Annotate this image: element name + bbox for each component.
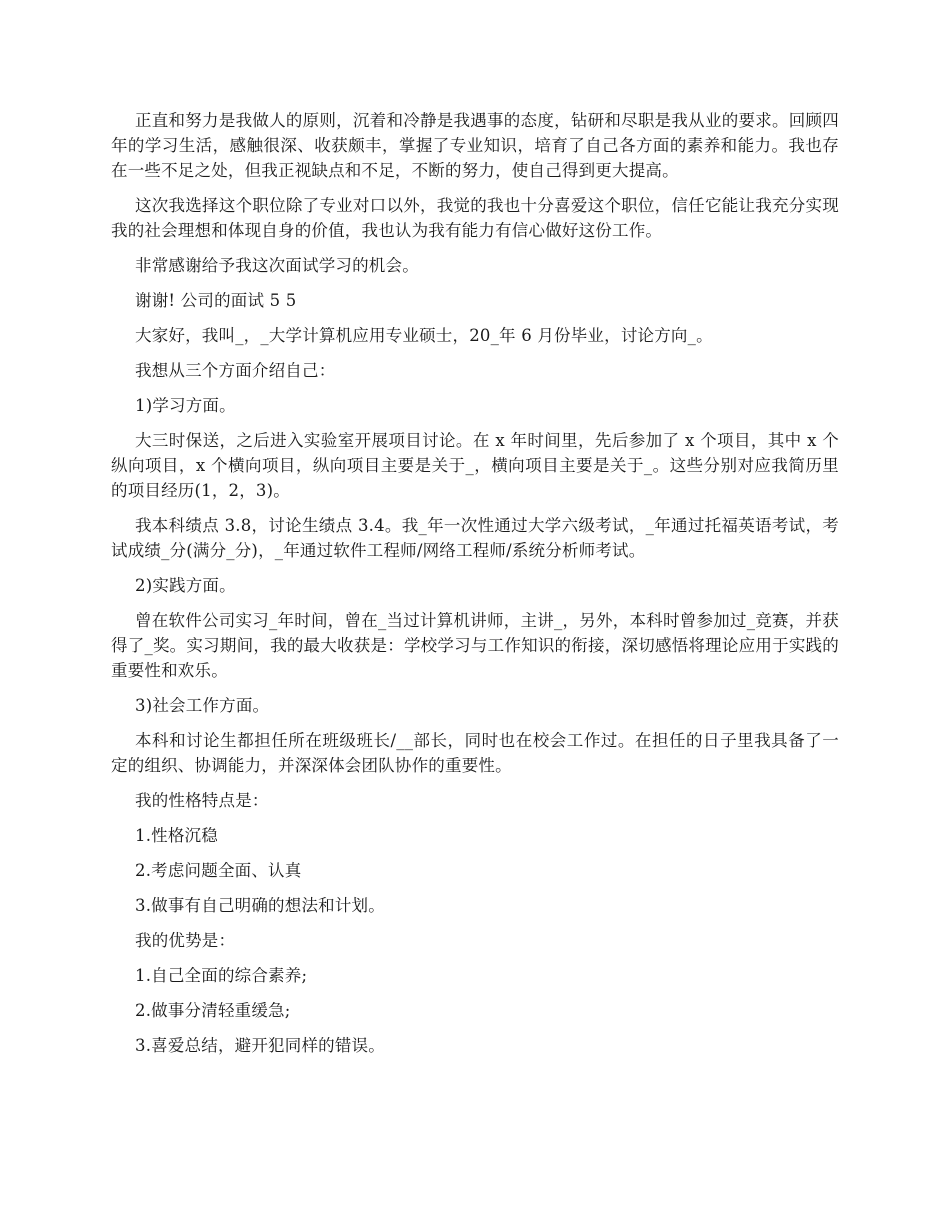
list-item-strength-2: 2.做事分清轻重缓急; bbox=[135, 1001, 291, 1020]
paragraph-practice-internship: 曾在软件公司实习_年时间，曾在_当过计算机讲师，主讲_，另外，本科时曾参加过_竞赛，并获得了_奖。实习期间，我的最大收获是：学校学习与工作知识的衔接，深切感悟将理论应用于实践的重要性和欢乐。 bbox=[111, 611, 839, 680]
paragraph-social-work: 本科和讨论生都担任所在班级班长/__部长，同时也在校会工作过。在担任的日子里我具备了一定的组织、协调能力，并深深体会团队协作的重要性。 bbox=[111, 731, 839, 775]
list-item-strength-1: 1.自己全面的综合素养; bbox=[135, 966, 308, 985]
paragraph-self-intro: 大家好，我叫_，_大学计算机应用专业硕士，20_年 6 月份毕业，讨论方向_。 bbox=[135, 326, 713, 345]
section-heading-social-work: 3)社会工作方面。 bbox=[135, 696, 270, 715]
paragraph-principles: 正直和努力是我做人的原则，沉着和冷静是我遇事的态度，钻研和尽职是我从业的要求。回顾四年的学习生活，感触很深、收获颇丰，掌握了专业知识，培育了自己各方面的素养和能力。我也存在一些不足之处，但我正视缺点和不足，不断的努力，使自己得到更大提高。 bbox=[111, 111, 839, 180]
section-heading-practice: 2)实践方面。 bbox=[135, 576, 236, 595]
paragraph-thanks-opportunity: 非常感谢给予我这次面试学习的机会。 bbox=[135, 256, 419, 275]
paragraph-position-choice: 这次我选择这个职位除了专业对口以外，我觉的我也十分喜爱这个职位，信任它能让我充分实现我的社会理想和体现自身的价值，我也认为我有能力有信心做好这份工作。 bbox=[111, 196, 839, 240]
heading-strengths: 我的优势是： bbox=[135, 931, 236, 950]
list-item-personality-2: 2.考虑问题全面、认真 bbox=[135, 861, 302, 880]
paragraph-study-projects: 大三时保送，之后进入实验室开展项目讨论。在 x 年时间里，先后参加了 x 个项目，其中 x 个纵向项目，x 个横向项目，纵向项目主要是关于_，横向项目主要是关于_。这些分别对应我简历里的项目经历(1，2，3)。 bbox=[111, 431, 839, 500]
section-heading-study: 1)学习方面。 bbox=[135, 396, 236, 415]
document-body bbox=[111, 108, 839, 1068]
paragraph-three-aspects: 我想从三个方面介绍自己： bbox=[135, 361, 336, 380]
paragraph-thanks-heading: 谢谢! 公司的面试 5 5 bbox=[135, 291, 297, 310]
list-item-personality-1: 1.性格沉稳 bbox=[135, 826, 218, 845]
list-item-personality-3: 3.做事有自己明确的想法和计划。 bbox=[135, 896, 385, 915]
heading-personality: 我的性格特点是： bbox=[135, 791, 269, 810]
paragraph-study-grades: 我本科绩点 3.8，讨论生绩点 3.4。我_年一次性通过大学六级考试，_年通过托福英语考试，考试成绩_分(满分_分)，_年通过软件工程师/网络工程师/系统分析师考试。 bbox=[111, 516, 839, 560]
list-item-strength-3: 3.喜爱总结，避开犯同样的错误。 bbox=[135, 1036, 385, 1055]
